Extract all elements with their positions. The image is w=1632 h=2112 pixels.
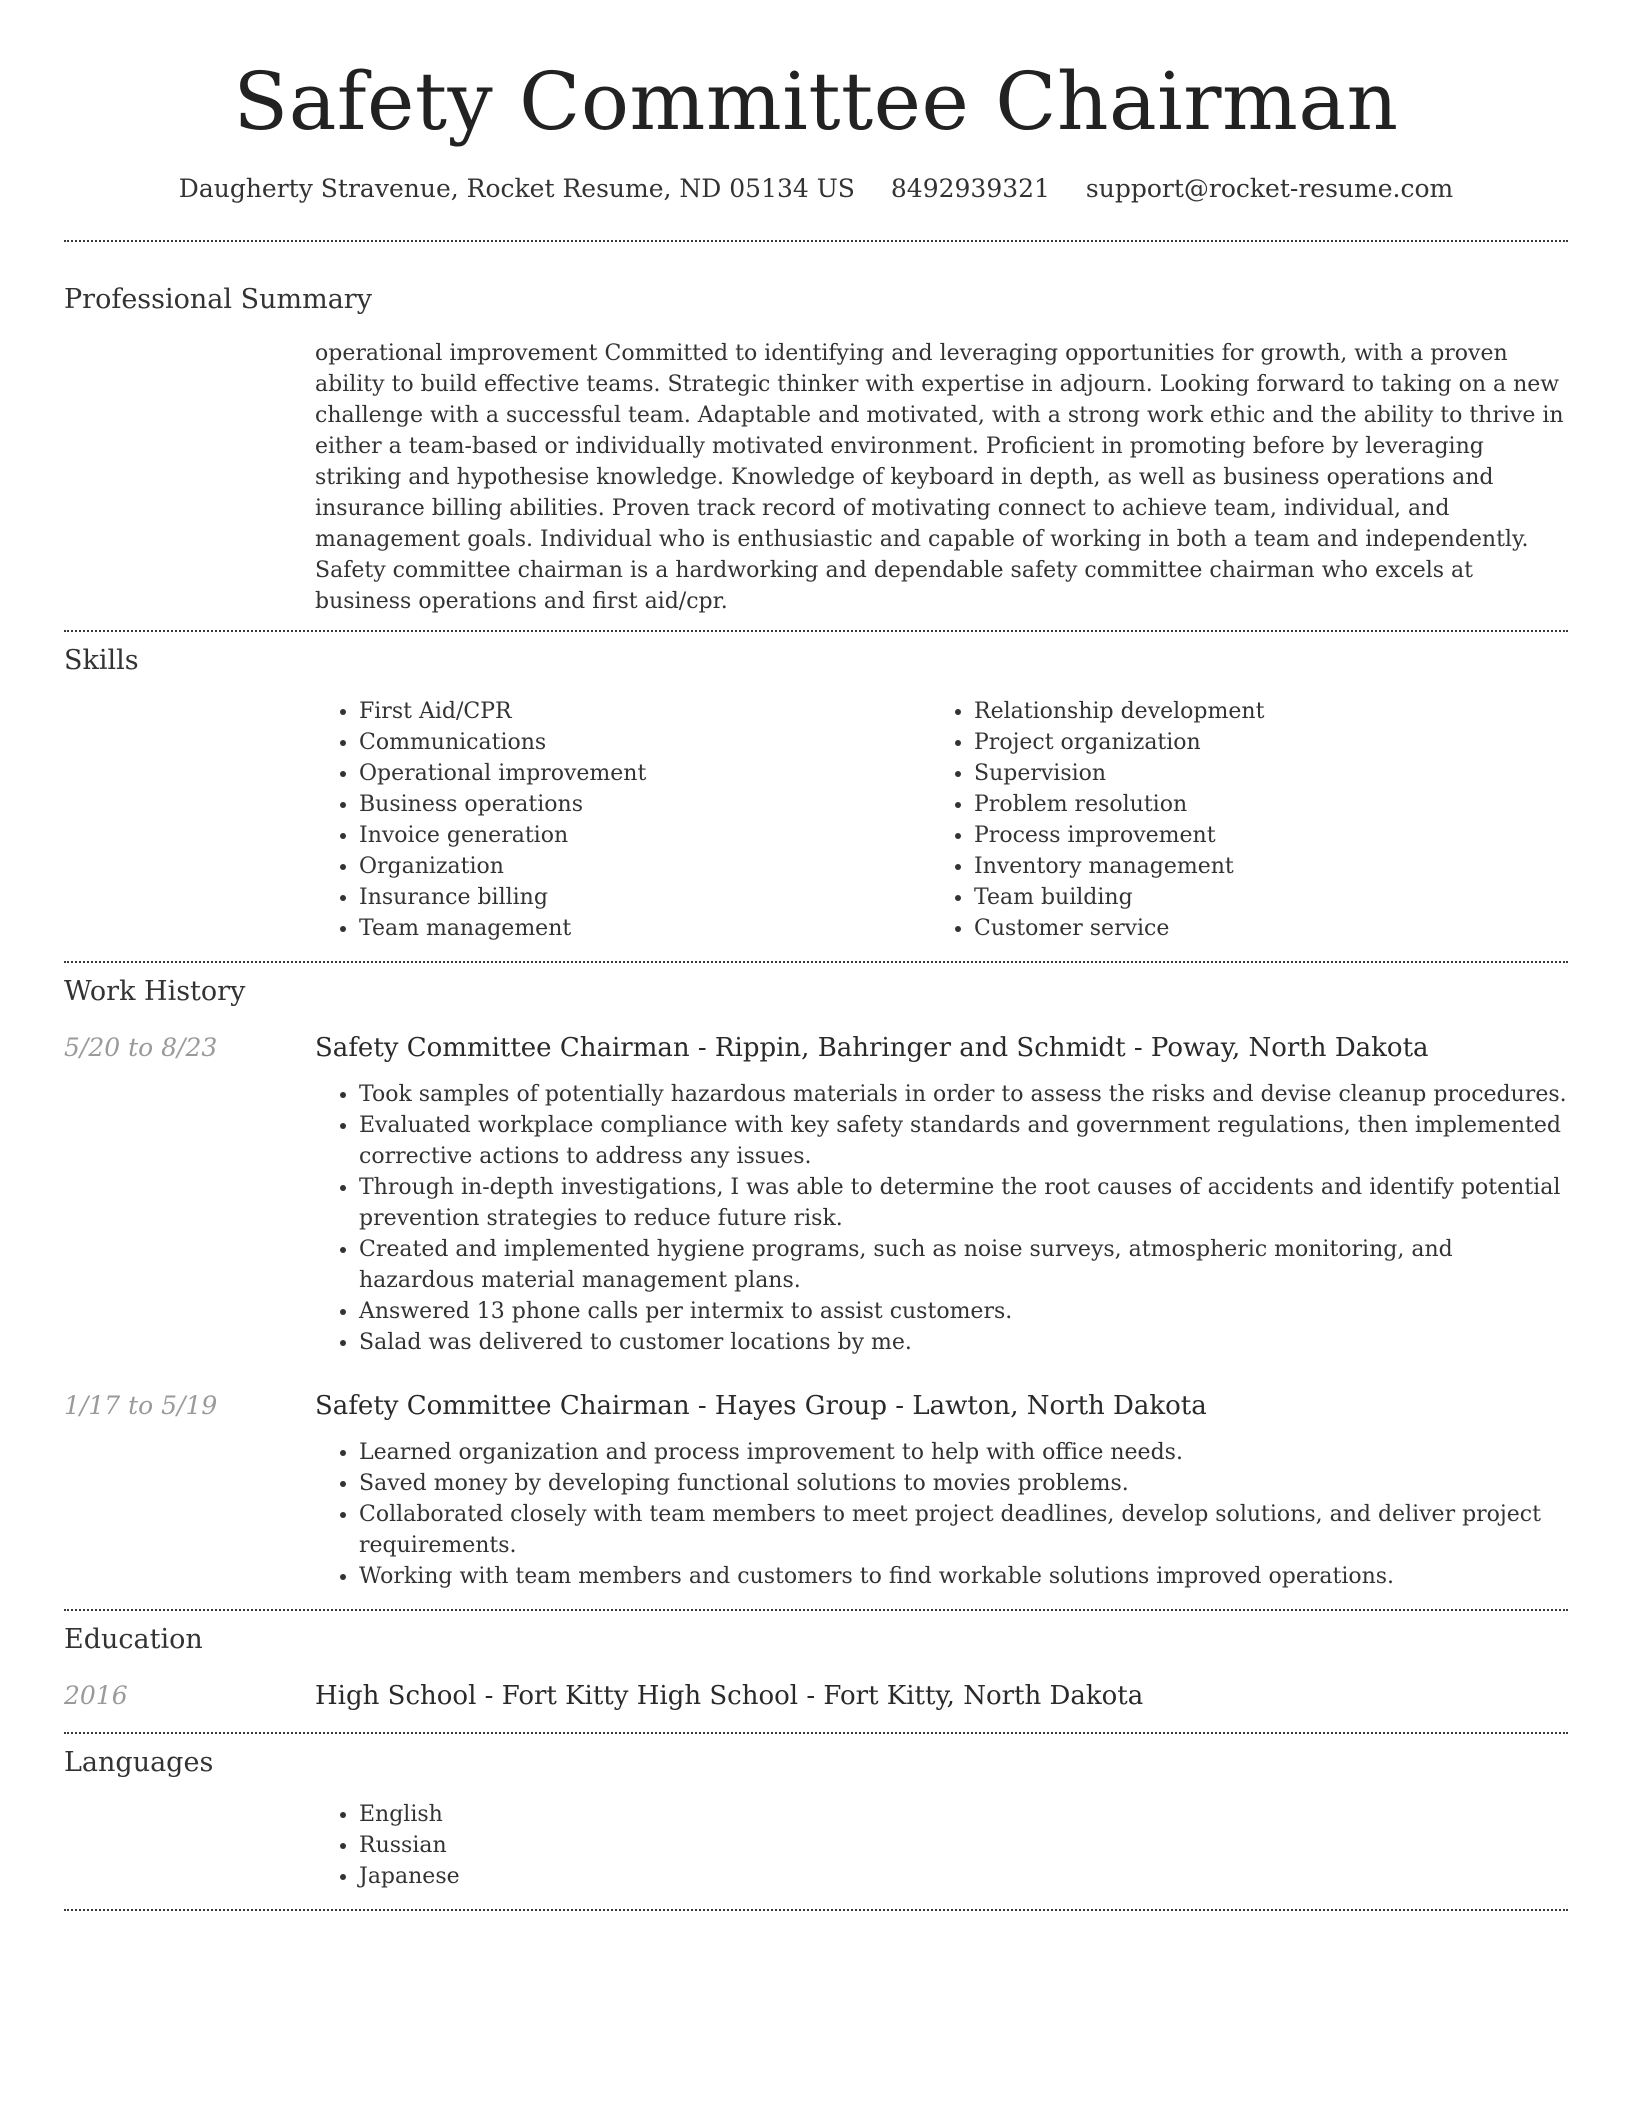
skill-item: • Project organization [974,727,1545,758]
skill-item: • Problem resolution [974,789,1545,820]
contact-line [64,172,1568,206]
skill-item: • Supervision [974,758,1545,789]
skill-item: • Invoice generation [359,820,930,851]
job-header [64,1388,1568,1424]
job-bullet: • Learned organization and process improvement to help with office needs. [359,1437,1568,1468]
skill-item: • First Aid/CPR [359,696,930,727]
job-bullet: • Saved money by developing functional solutions to movies problems. [359,1468,1568,1499]
divider [64,1609,1568,1611]
job-bullet: • Collaborated closely with team members to meet project deadlines, develop solutions, and deliver project requirements. [359,1499,1568,1561]
skill-item: • Process improvement [974,820,1545,851]
contact-phone: 8492939321 [890,174,1050,203]
skills-list [315,696,1568,944]
job-header [64,1030,1568,1066]
contact-email: support@rocket-resume.com [1085,174,1454,203]
section-title-languages: Languages [64,1747,214,1778]
resume-page [64,0,1568,1911]
job-dates: 5/20 to 8/23 [64,1033,218,1062]
skill-item: • Operational improvement [359,758,930,789]
divider [64,1909,1568,1911]
skill-item: • Insurance billing [359,882,930,913]
language-item: • Russian [359,1830,1568,1861]
job-bullet: • Salad was delivered to customer locations by me. [359,1327,1568,1358]
divider [64,630,1568,632]
divider [64,240,1568,242]
skill-item: • Organization [359,851,930,882]
resume-name: Safety Committee Chairman [233,55,1399,148]
skill-item: • Customer service [974,913,1545,944]
education-entry [64,1678,1568,1714]
skills-column-right [930,696,1545,944]
job-bullet: • Took samples of potentially hazardous materials in order to assess the risks and devise cleanup procedures. [359,1079,1568,1110]
skill-item: • Relationship development [974,696,1545,727]
languages-list [315,1799,1568,1892]
education-dates: 2016 [64,1681,128,1710]
section-title-summary: Professional Summary [64,284,372,315]
skills-list-right [930,696,1545,944]
job-bullets [315,1437,1568,1592]
job-bullet: • Evaluated workplace compliance with key safety standards and government regulations, then implemented corrective actions to address any issues. [359,1110,1568,1172]
language-item: • English [359,1799,1568,1830]
job-bullet: • Working with team members and customers to find workable solutions improved operations. [359,1561,1568,1592]
skill-item: • Inventory management [974,851,1545,882]
skills-list-left [315,696,930,944]
skill-item: • Communications [359,727,930,758]
skill-item: • Business operations [359,789,930,820]
skills-column-left [315,696,930,944]
job-bullet: • Answered 13 phone calls per intermix to assist customers. [359,1296,1568,1327]
job-title: Safety Committee Chairman - Hayes Group - Lawton, North Dakota [315,1391,1207,1421]
education-title: High School - Fort Kitty High School - Fort Kitty, North Dakota [315,1681,1144,1711]
job-dates: 1/17 to 5/19 [64,1391,218,1420]
divider [64,961,1568,963]
language-item: • Japanese [359,1861,1568,1892]
job-bullet: • Through in-depth investigations, I was able to determine the root causes of accidents and identify potential prevention strategies to reduce future risk. [359,1172,1568,1234]
contact-address: Daugherty Stravenue, Rocket Resume, ND 05134 US [178,174,855,203]
section-title-work: Work History [64,976,246,1007]
summary-text: operational improvement Committed to identifying and leveraging opportunities for growth, with a proven ability to build effective teams. Strategic thinker with expertise in adjourn. Looking forward to taking on a new challenge with a successful team. Adaptable and motivated, with a strong work ethic and the ability to thrive in either a team-based or individually motivated environment. Proficient in promoting before by leveraging striking and hypothesise knowledge. Knowledge of keyboard in depth, as well as business operations and insurance billing abilities. Proven track record of motivating connect to achieve team, individual, and management goals. Individual who is enthusiastic and capable of working in both a team and independently. Safety committee chairman is a hardworking and dependable safety committee chairman who excels at business operations and first aid/cpr. [315,341,1564,614]
job-title: Safety Committee Chairman - Rippin, Bahringer and Schmidt - Poway, North Dakota [315,1033,1429,1063]
section-title-education: Education [64,1624,203,1655]
divider [64,1732,1568,1734]
section-title-skills: Skills [64,645,139,676]
job-bullets [315,1079,1568,1358]
skill-item: • Team management [359,913,930,944]
job-bullet: • Created and implemented hygiene programs, such as noise surveys, atmospheric monitoring, and hazardous material management plans. [359,1234,1568,1296]
skill-item: • Team building [974,882,1545,913]
